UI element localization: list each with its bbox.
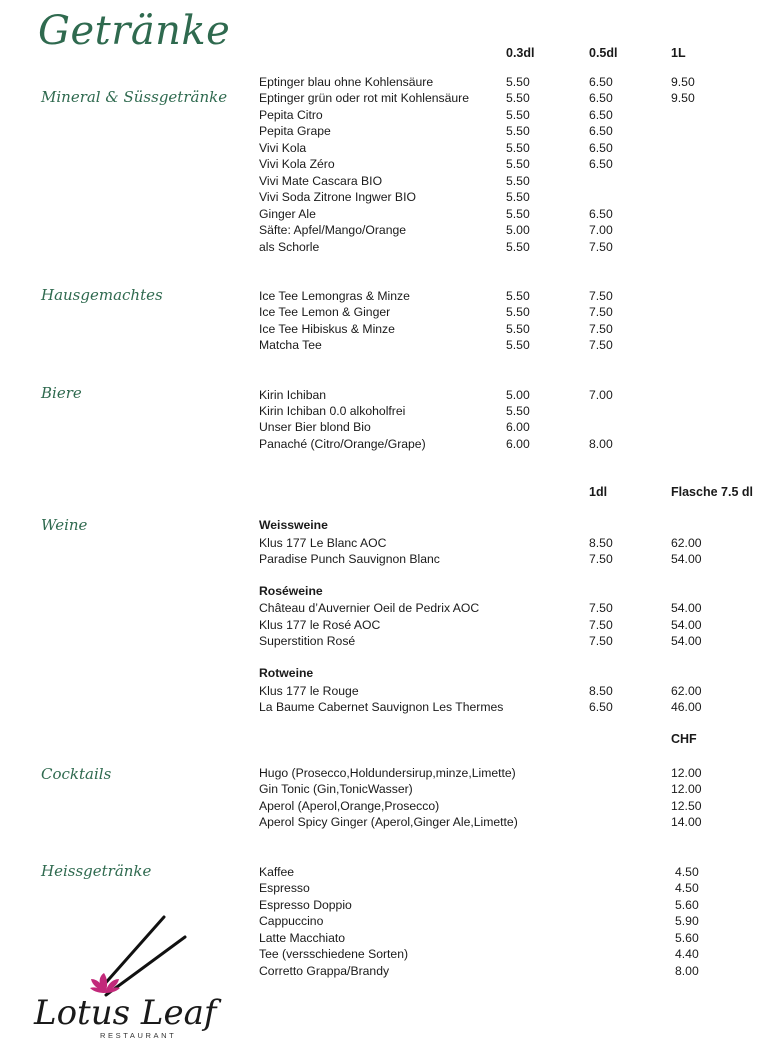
price-0-5dl: 6.50 bbox=[589, 157, 613, 171]
price-0-5dl: 7.50 bbox=[589, 322, 613, 336]
item-name: Corretto Grappa/Brandy bbox=[259, 964, 390, 978]
price-chf: 8.00 bbox=[675, 964, 699, 978]
item-name: Hugo (Prosecco,Holdundersirup,minze,Limette) bbox=[259, 766, 516, 780]
price-0-3dl: 5.50 bbox=[506, 289, 530, 303]
price-0-3dl: 5.50 bbox=[506, 404, 530, 418]
header-chf: CHF bbox=[671, 732, 697, 746]
subheading-weissweine: Weissweine bbox=[259, 518, 328, 532]
price-0-3dl: 5.50 bbox=[506, 75, 530, 89]
menu-row bbox=[0, 600, 768, 616]
price-chf: 5.60 bbox=[675, 898, 699, 912]
price-1dl: 7.50 bbox=[589, 634, 613, 648]
price-chf: 12.00 bbox=[671, 766, 702, 780]
price-0-5dl: 8.00 bbox=[589, 437, 613, 451]
category-cocktails: Cocktails bbox=[41, 765, 112, 783]
header-1l: 1L bbox=[671, 46, 686, 60]
item-name: Ginger Ale bbox=[259, 207, 316, 221]
price-chf: 14.00 bbox=[671, 815, 702, 829]
logo-wordmark: Lotus Leaf bbox=[34, 993, 217, 1033]
item-name: Aperol (Aperol,Orange,Prosecco) bbox=[259, 799, 440, 813]
price-0-5dl: 6.50 bbox=[589, 108, 613, 122]
price-0-5dl: 6.50 bbox=[589, 75, 613, 89]
price-0-5dl: 7.50 bbox=[589, 240, 613, 254]
item-name: Ice Tee Hibiskus & Minze bbox=[259, 322, 395, 336]
price-0-3dl: 5.50 bbox=[506, 141, 530, 155]
logo-subtitle: RESTAURANT bbox=[100, 1031, 177, 1040]
item-name: Espresso Doppio bbox=[259, 898, 352, 912]
menu-row bbox=[0, 304, 768, 320]
item-name: Gin Tonic (Gin,TonicWasser) bbox=[259, 782, 413, 796]
price-chf: 4.50 bbox=[675, 881, 699, 895]
item-name: Vivi Soda Zitrone Ingwer BIO bbox=[259, 190, 416, 204]
menu-row bbox=[0, 173, 768, 189]
price-1dl: 7.50 bbox=[589, 618, 613, 632]
item-name: Vivi Mate Cascara BIO bbox=[259, 174, 383, 188]
item-name: La Baume Cabernet Sauvignon Les Thermes bbox=[259, 700, 504, 714]
price-1l: 9.50 bbox=[671, 91, 695, 105]
menu-row bbox=[0, 206, 768, 222]
price-flasche: 54.00 bbox=[671, 618, 702, 632]
header-flasche: Flasche 7.5 dl bbox=[671, 485, 753, 499]
item-name: Kirin Ichiban 0.0 alkoholfrei bbox=[259, 404, 406, 418]
price-1dl: 6.50 bbox=[589, 700, 613, 714]
item-name: als Schorle bbox=[259, 240, 320, 254]
price-flasche: 62.00 bbox=[671, 536, 702, 550]
item-name: Kaffee bbox=[259, 865, 295, 879]
price-0-3dl: 5.50 bbox=[506, 207, 530, 221]
price-flasche: 54.00 bbox=[671, 601, 702, 615]
chopsticks-lotus-icon bbox=[28, 915, 218, 1005]
price-0-3dl: 5.50 bbox=[506, 338, 530, 352]
item-name: Eptinger blau ohne Kohlensäure bbox=[259, 75, 434, 89]
price-1dl: 7.50 bbox=[589, 552, 613, 566]
menu-row bbox=[0, 387, 768, 403]
price-0-3dl: 5.50 bbox=[506, 240, 530, 254]
menu-row bbox=[0, 535, 768, 551]
item-name: Kirin Ichiban bbox=[259, 388, 327, 402]
menu-row bbox=[0, 156, 768, 172]
subheading-rotweine: Rotweine bbox=[259, 666, 314, 680]
price-chf: 4.40 bbox=[675, 947, 699, 961]
price-0-5dl: 7.50 bbox=[589, 289, 613, 303]
price-chf: 12.00 bbox=[671, 782, 702, 796]
menu-row bbox=[0, 880, 768, 896]
price-flasche: 62.00 bbox=[671, 684, 702, 698]
menu-row bbox=[0, 74, 768, 90]
item-name: Latte Macchiato bbox=[259, 931, 346, 945]
price-flasche: 54.00 bbox=[671, 634, 702, 648]
price-0-3dl: 5.50 bbox=[506, 305, 530, 319]
price-chf: 4.50 bbox=[675, 865, 699, 879]
item-name: Aperol Spicy Ginger (Aperol,Ginger Ale,Limette) bbox=[259, 815, 518, 829]
menu-row bbox=[0, 814, 768, 830]
price-0-3dl: 5.50 bbox=[506, 124, 530, 138]
price-0-5dl: 7.00 bbox=[589, 388, 613, 402]
price-chf: 5.60 bbox=[675, 931, 699, 945]
item-name: Unser Bier blond Bio bbox=[259, 420, 371, 434]
menu-row bbox=[0, 897, 768, 913]
price-0-3dl: 5.50 bbox=[506, 108, 530, 122]
menu-row bbox=[0, 798, 768, 814]
item-name: Vivi Kola Zéro bbox=[259, 157, 335, 171]
item-name: Pepita Grape bbox=[259, 124, 331, 138]
subheading-roseweine: Roséweine bbox=[259, 584, 323, 598]
price-1dl: 8.50 bbox=[589, 536, 613, 550]
menu-row bbox=[0, 90, 768, 106]
header-0-5dl: 0.5dl bbox=[589, 46, 618, 60]
category-heissgetraenke: Heissgetränke bbox=[41, 862, 152, 880]
page-title: Getränke bbox=[38, 8, 231, 54]
item-name: Paradise Punch Sauvignon Blanc bbox=[259, 552, 440, 566]
price-1dl: 8.50 bbox=[589, 684, 613, 698]
menu-row bbox=[0, 436, 768, 452]
category-weine: Weine bbox=[41, 516, 88, 534]
menu-row bbox=[0, 765, 768, 781]
menu-row bbox=[0, 419, 768, 435]
category-mineral: Mineral & Süssgetränke bbox=[41, 88, 228, 106]
price-0-3dl: 5.50 bbox=[506, 190, 530, 204]
header-0-3dl: 0.3dl bbox=[506, 46, 535, 60]
price-chf: 5.90 bbox=[675, 914, 699, 928]
item-name: Eptinger grün oder rot mit Kohlensäure bbox=[259, 91, 470, 105]
menu-row bbox=[0, 337, 768, 353]
price-chf: 12.50 bbox=[671, 799, 702, 813]
menu-row bbox=[0, 781, 768, 797]
price-0-5dl: 6.50 bbox=[589, 141, 613, 155]
menu-row bbox=[0, 683, 768, 699]
item-name: Matcha Tee bbox=[259, 338, 322, 352]
menu-row bbox=[0, 551, 768, 567]
menu-row bbox=[0, 864, 768, 880]
price-0-3dl: 5.00 bbox=[506, 388, 530, 402]
item-name: Château d’Auvernier Oeil de Pedrix AOC bbox=[259, 601, 480, 615]
category-hausgemachtes: Hausgemachtes bbox=[41, 286, 163, 304]
menu-row bbox=[0, 123, 768, 139]
price-0-5dl: 6.50 bbox=[589, 91, 613, 105]
restaurant-logo bbox=[28, 915, 218, 1045]
header-1dl: 1dl bbox=[589, 485, 608, 499]
item-name: Tee (versschiedene Sorten) bbox=[259, 947, 409, 961]
price-flasche: 46.00 bbox=[671, 700, 702, 714]
menu-row bbox=[0, 403, 768, 419]
item-name: Superstition Rosé bbox=[259, 634, 356, 648]
menu-row bbox=[0, 288, 768, 304]
menu-row bbox=[0, 140, 768, 156]
item-name: Klus 177 le Rouge bbox=[259, 684, 359, 698]
price-1dl: 7.50 bbox=[589, 601, 613, 615]
menu-row bbox=[0, 321, 768, 337]
menu-row bbox=[0, 222, 768, 238]
price-0-5dl: 7.50 bbox=[589, 305, 613, 319]
item-name: Panaché (Citro/Orange/Grape) bbox=[259, 437, 426, 451]
item-name: Espresso bbox=[259, 881, 310, 895]
price-0-3dl: 5.50 bbox=[506, 322, 530, 336]
item-name: Klus 177 Le Blanc AOC bbox=[259, 536, 387, 550]
menu-row bbox=[0, 617, 768, 633]
price-0-5dl: 6.50 bbox=[589, 207, 613, 221]
item-name: Ice Tee Lemon & Ginger bbox=[259, 305, 391, 319]
price-0-3dl: 5.50 bbox=[506, 91, 530, 105]
price-1l: 9.50 bbox=[671, 75, 695, 89]
item-name: Cappuccino bbox=[259, 914, 324, 928]
price-0-5dl: 7.00 bbox=[589, 223, 613, 237]
price-0-5dl: 7.50 bbox=[589, 338, 613, 352]
menu-row bbox=[0, 107, 768, 123]
price-0-3dl: 5.50 bbox=[506, 157, 530, 171]
item-name: Pepita Citro bbox=[259, 108, 323, 122]
category-biere: Biere bbox=[41, 384, 82, 402]
price-0-3dl: 6.00 bbox=[506, 420, 530, 434]
price-0-3dl: 5.50 bbox=[506, 174, 530, 188]
menu-row bbox=[0, 239, 768, 255]
item-name: Säfte: Apfel/Mango/Orange bbox=[259, 223, 407, 237]
menu-row bbox=[0, 189, 768, 205]
price-0-5dl: 6.50 bbox=[589, 124, 613, 138]
item-name: Ice Tee Lemongras & Minze bbox=[259, 289, 410, 303]
item-name: Klus 177 le Rosé AOC bbox=[259, 618, 381, 632]
price-flasche: 54.00 bbox=[671, 552, 702, 566]
item-name: Vivi Kola bbox=[259, 141, 307, 155]
price-0-3dl: 5.00 bbox=[506, 223, 530, 237]
menu-row bbox=[0, 633, 768, 649]
price-0-3dl: 6.00 bbox=[506, 437, 530, 451]
menu-row bbox=[0, 699, 768, 715]
